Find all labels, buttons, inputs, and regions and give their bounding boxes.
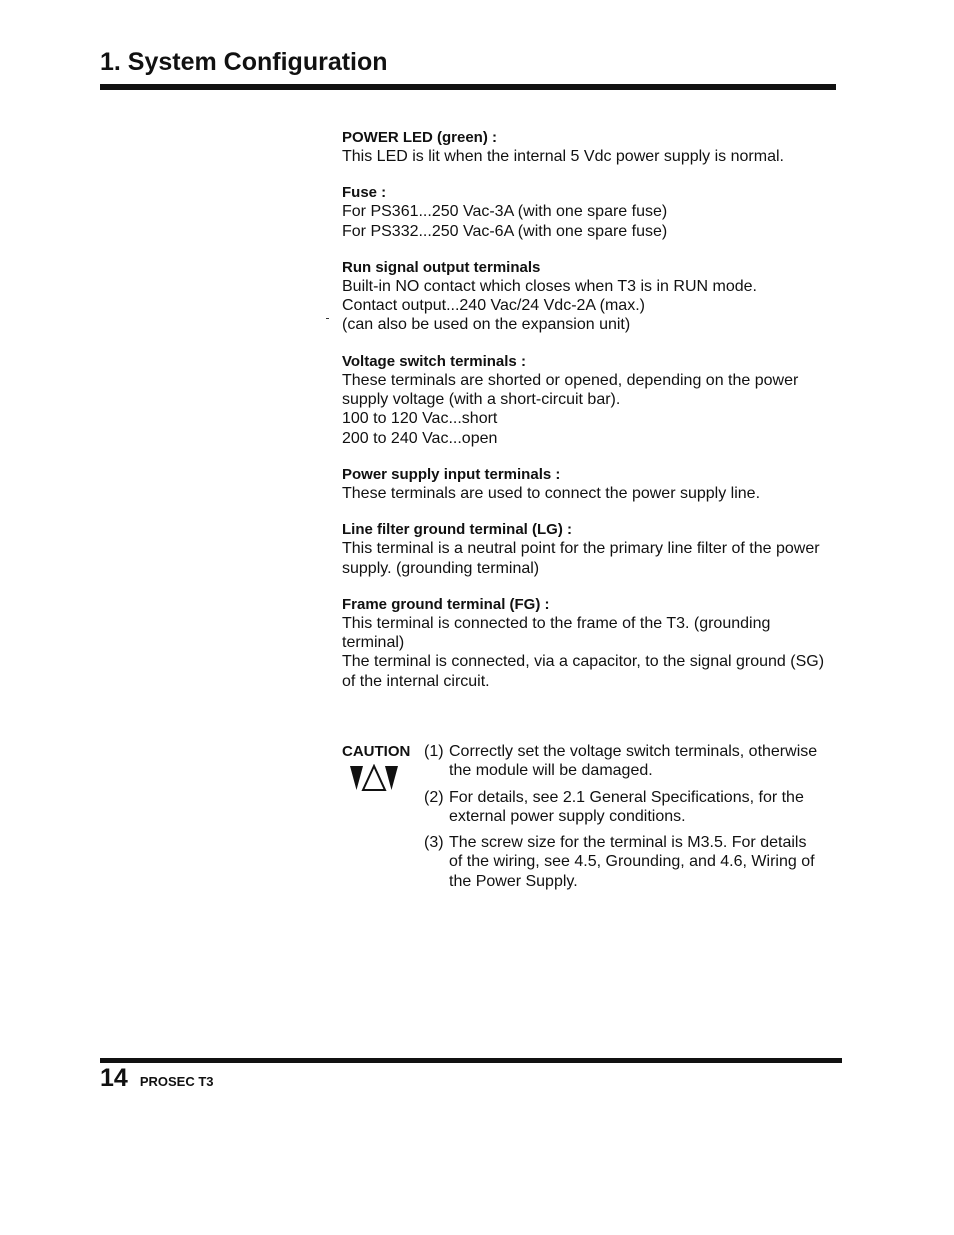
caution-text-line: the module will be damaged. (449, 762, 653, 780)
section-text-line: of the internal circuit. (342, 672, 490, 690)
section-text-line: supply. (grounding terminal) (342, 559, 540, 577)
caution-item-number: (3) (424, 834, 444, 852)
section-text-line: The terminal is connected, via a capacitor, to the signal ground (SG) (342, 653, 825, 671)
section-text-line: This LED is lit when the internal 5 Vdc power supply is normal. (342, 148, 784, 165)
section-heading: Run signal output terminals (342, 258, 541, 276)
page-number: 14 (100, 1064, 128, 1092)
section-heading: POWER LED (green) : (342, 129, 498, 146)
caution-text-line: For details, see 2.1 General Specifications, for the (449, 788, 804, 806)
caution-item-text (449, 833, 815, 891)
caution-item (424, 742, 844, 781)
section-text-line: 100 to 120 Vac...short (342, 410, 498, 428)
caution-text-line: The screw size for the terminal is M3.5. For details (449, 834, 807, 852)
section-text-line: 200 to 240 Vac...open (342, 429, 498, 447)
section-text-line: These terminals are shorted or opened, depending on the power (342, 371, 799, 389)
main-content (342, 128, 842, 708)
section-power-led (342, 128, 842, 166)
section-heading: Line filter ground terminal (LG) : (342, 521, 572, 539)
section-text-line: (can also be used on the expansion unit) (342, 316, 631, 334)
product-name: PROSEC T3 (139, 1074, 214, 1089)
caution-text-line: the Power Supply. (449, 872, 578, 890)
caution-item-text (449, 788, 804, 827)
caution-text-line: external power supply conditions. (449, 807, 686, 825)
caution-label: CAUTION (342, 743, 411, 760)
margin-mark (326, 318, 329, 319)
caution-text-line: Correctly set the voltage switch terminals, otherwise (449, 743, 818, 760)
caution-list (424, 742, 844, 898)
section-text-line: This terminal is connected to the frame of the T3. (grounding (342, 614, 771, 632)
page-footer (100, 1064, 214, 1093)
section-text-line: Contact output...240 Vac/24 Vdc-2A (max.) (342, 297, 645, 315)
section-fuse (342, 183, 842, 241)
section-frame-ground (342, 595, 842, 691)
caution-label-group (342, 742, 422, 794)
section-heading: Frame ground terminal (FG) : (342, 595, 550, 613)
section-heading: Fuse : (342, 184, 387, 202)
section-text-line: supply voltage (with a short-circuit bar). (342, 391, 621, 409)
footer-rule (100, 1058, 842, 1063)
section-text-line: terminal) (342, 634, 405, 652)
page-title: 1. System Configuration (100, 48, 388, 76)
header-rule (100, 84, 836, 90)
caution-item-number: (2) (424, 788, 444, 806)
section-line-filter-ground (342, 520, 842, 578)
section-run-signal (342, 258, 842, 335)
section-heading: Power supply input terminals : (342, 465, 561, 483)
section-text-line: For PS332...250 Vac-6A (with one spare fuse) (342, 222, 668, 240)
caution-triangles-icon (350, 764, 398, 794)
section-power-supply-input (342, 465, 842, 503)
caution-text-line: of the wiring, see 4.5, Grounding, and 4.6, Wiring of (449, 853, 815, 871)
caution-item-text (449, 742, 817, 781)
section-text-line: For PS361...250 Vac-3A (with one spare fuse) (342, 203, 668, 221)
section-heading: Voltage switch terminals : (342, 352, 526, 370)
section-text-line: Built-in NO contact which closes when T3 is in RUN mode. (342, 277, 757, 295)
caution-item-number: (1) (424, 743, 444, 760)
caution-item (424, 833, 844, 891)
section-text-line: This terminal is a neutral point for the primary line filter of the power (342, 540, 820, 558)
caution-item (424, 788, 844, 827)
section-voltage-switch (342, 352, 842, 448)
section-text-line: These terminals are used to connect the power supply line. (342, 484, 761, 502)
